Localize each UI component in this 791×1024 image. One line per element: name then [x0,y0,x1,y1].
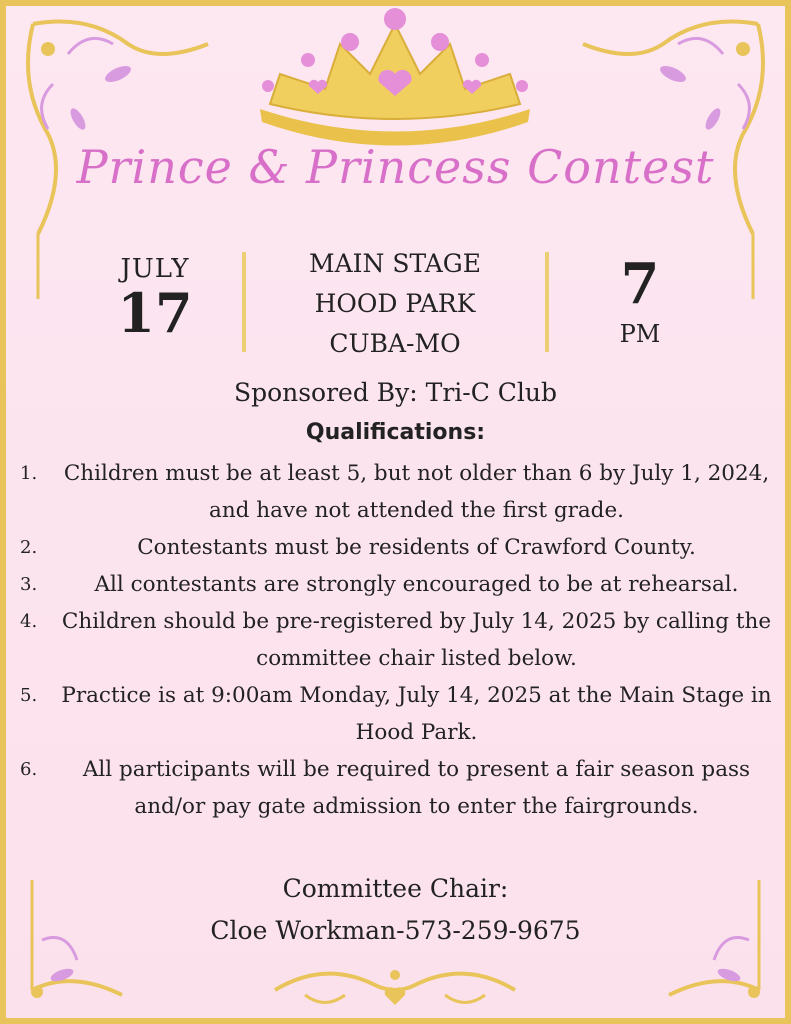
event-month: JULY [120,254,190,284]
event-title: Prince & Princess Contest [76,140,715,194]
event-time [590,251,690,348]
qualifications-heading: Qualifications: [305,420,486,445]
list-item-number: 6. [20,759,38,780]
list-item [0,455,791,529]
qualifications-list [0,455,791,825]
list-item-text: Practice is at 9:00am Monday, July 14, 2025 at the Main Stage in Hood Park. [61,683,772,745]
list-item-number: 2. [20,537,38,558]
list-item [0,529,791,566]
list-item [0,603,791,677]
sponsor-line: Sponsored By: Tri-C Club [233,378,558,407]
flourish-bottom-right-icon [649,880,779,1015]
list-item [0,677,791,751]
location-line: CUBA-MO [329,329,461,358]
list-item [0,751,791,825]
list-item-number: 3. [20,574,38,595]
list-item-number: 4. [20,611,38,632]
list-item-text: All participants will be required to present a fair season pass and/or pay gate admission to enter the fairgrounds. [82,757,751,819]
event-hour: 7 [620,251,660,317]
flourish-bottom-left-icon [12,880,142,1015]
list-item-text: Contestants must be residents of Crawford County. [137,535,696,560]
list-item-number: 1. [20,463,38,484]
list-item-text: Children must be at least 5, but not older than 6 by July 1, 2024, and have not attended the first grade. [63,461,770,523]
flourish-bottom-center-icon [265,955,525,1015]
divider-right [545,252,549,352]
committee-contact: Cloe Workman-573-259-9675 [210,916,581,945]
list-item [0,566,791,603]
crown-icon [250,4,540,154]
event-day: 17 [117,281,193,345]
list-item-text: All contestants are strongly encouraged to be at rehearsal. [94,572,739,597]
divider-left [242,252,246,352]
event-location [280,244,510,364]
list-item-number: 5. [20,685,38,706]
list-item-text: Children should be pre-registered by July 14, 2025 by calling the committee chair listed below. [61,609,772,671]
event-period: PM [619,320,661,348]
location-line: HOOD PARK [314,289,476,318]
event-info-row [0,244,791,359]
location-line: MAIN STAGE [308,249,482,278]
event-date [105,254,205,345]
committee-label: Committee Chair: [282,874,509,903]
